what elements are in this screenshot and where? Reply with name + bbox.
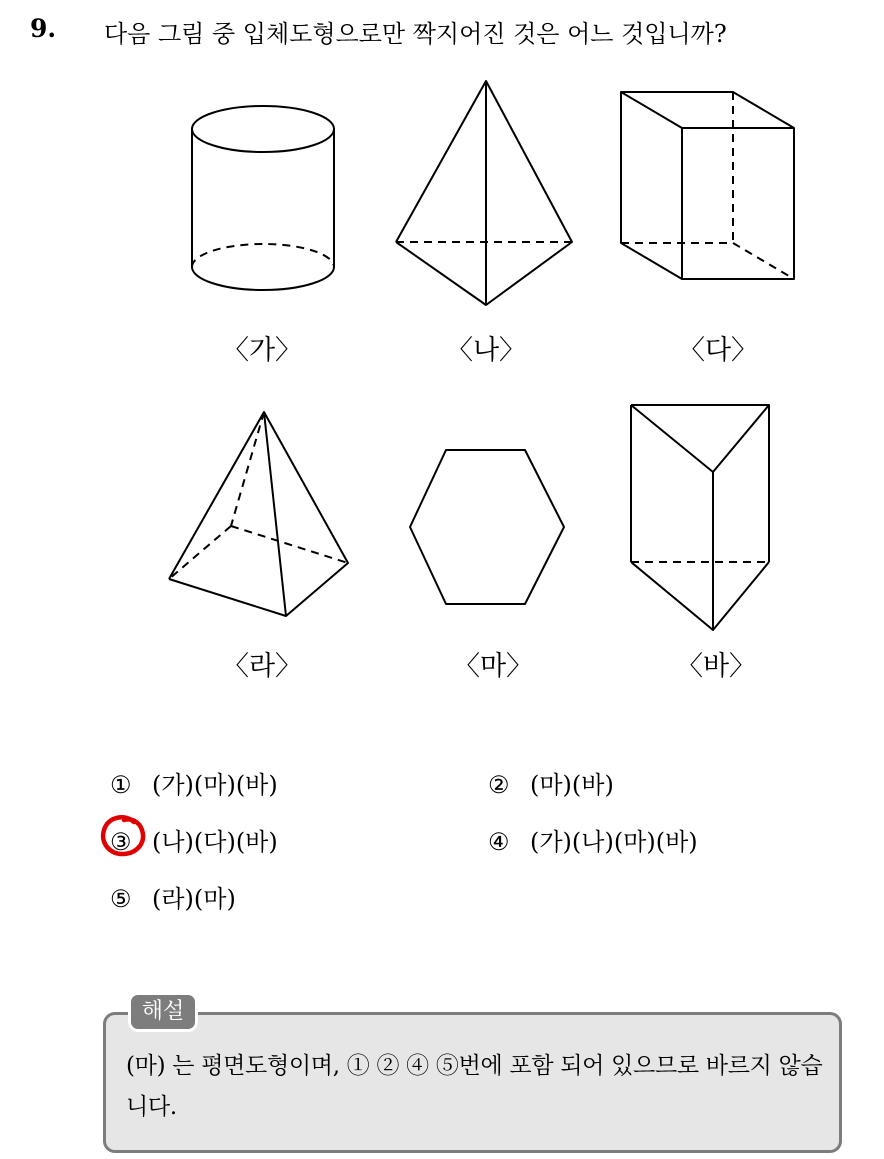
choice-number: ③ — [110, 828, 132, 856]
figure-label-ma: 〈마〉 — [452, 651, 534, 682]
question-text: 다음 그림 중 입체도형으로만 짝지어진 것은 어느 것입니까? — [104, 20, 727, 48]
square-pyramid-figure — [162, 406, 356, 622]
figure-label-na: 〈나〉 — [445, 335, 527, 366]
choice-text: (가)(마)(바) — [152, 771, 278, 799]
triangular-prism-figure — [624, 399, 776, 635]
choice-text: (가)(나)(마)(바) — [530, 828, 698, 856]
figure-label-ba: 〈바〉 — [675, 651, 757, 682]
figure-label-ga: 〈가〉 — [221, 335, 303, 366]
question-number: 9. — [30, 14, 57, 43]
choice-text: (라)(마) — [152, 885, 236, 913]
choice-number: ② — [488, 771, 510, 799]
solution-tag: 해설 — [128, 992, 198, 1032]
choice-number: ④ — [488, 828, 510, 856]
solution-text: (마) 는 평면도형이며, ① ② ④ ⑤번에 포함 되어 있으므로 바르지 않습니다. — [126, 1053, 823, 1120]
choice-number: ⑤ — [110, 885, 132, 913]
answer-circle-mark — [98, 810, 152, 860]
triangular-pyramid-figure — [390, 75, 580, 311]
hexagon-figure — [404, 444, 568, 610]
figure-label-ra: 〈라〉 — [221, 651, 303, 682]
cuboid-figure — [614, 86, 800, 286]
cylinder-figure — [186, 100, 342, 296]
choice-text: (나)(다)(바) — [152, 828, 278, 856]
figure-label-da: 〈다〉 — [677, 335, 759, 366]
choice-4[interactable] — [488, 822, 698, 857]
choice-text: (마)(바) — [530, 771, 614, 799]
choice-1[interactable] — [110, 765, 278, 800]
choice-number: ① — [110, 771, 132, 799]
choice-2[interactable] — [488, 765, 614, 800]
choice-5[interactable] — [110, 879, 236, 914]
